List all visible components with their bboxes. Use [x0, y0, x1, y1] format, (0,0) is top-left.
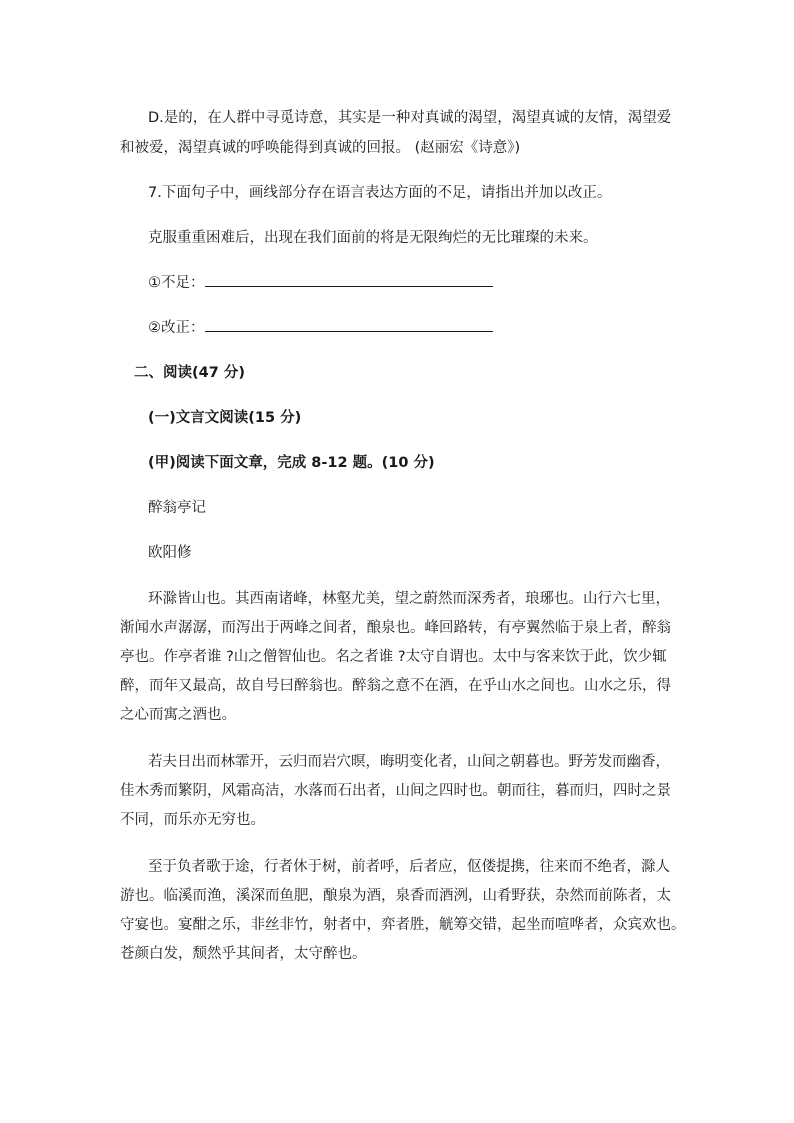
p2-line-3: 不同，而乐亦无穷也。 — [120, 812, 265, 828]
p1-line-3: 亭也。作亭者谁 ?山之僧智仙也。名之者谁 ?太守自谓也。太中与客来饮于此，饮少辄 — [120, 649, 667, 665]
passage-author: 欧阳修 — [148, 545, 192, 561]
p2-line-2: 佳木秀而繁阴，风霜高洁，水落而石出者，山间之四时也。朝而往，暮而归，四时之景 — [120, 783, 671, 799]
option-d-line-1: D.是的，在人群中寻觅诗意，其实是一种对真诚的渴望，渴望真诚的友情，渴望爱 — [148, 110, 672, 126]
p3-line-3: 守宴也。宴酣之乐，非丝非竹，射者中，弈者胜，觥筹交错，起坐而喧哗者，众宾欢也。 — [120, 917, 686, 933]
p1-line-5: 之心而寓之酒也。 — [120, 707, 236, 723]
p1-line-2: 渐闻水声潺潺，而泻出于两峰之间者，酿泉也。峰回路转，有亭翼然临于泉上者，醉翁 — [120, 620, 671, 636]
p1-line-1: 环滁皆山也。其西南诸峰，林壑尤美，望之蔚然而深秀者，琅琊也。山行六七里， — [148, 591, 670, 607]
passage-title: 醉翁亭记 — [148, 500, 206, 516]
p3-line-4: 苍颜白发，颓然乎其间者，太守醉也。 — [120, 946, 367, 962]
option-d-line-2: 和被爱，渴望真诚的呼唤能得到真诚的回报。 (赵丽宏《诗意》) — [120, 140, 521, 156]
question-7-prompt: 7.下面句子中，画线部分存在语言表达方面的不足，请指出并加以改正。 — [148, 185, 612, 201]
answer-1-row — [148, 272, 493, 294]
p2-line-1: 若夫日出而林霏开，云归而岩穴暝，晦明变化者，山间之朝暮也。野芳发而幽香， — [148, 754, 670, 770]
question-7-sentence: 克服重重困难后，出现在我们面前的将是无限绚烂的无比璀璨的未来。 — [148, 230, 598, 246]
answer-2-blank[interactable] — [205, 317, 493, 332]
answer-2-label: ②改正： — [148, 320, 205, 336]
sub-heading: (一)文言文阅读(15 分) — [148, 410, 302, 426]
p1-line-4: 醉，而年又最高，故自号曰醉翁也。醉翁之意不在酒，在乎山水之间也。山水之乐，得 — [120, 678, 671, 694]
section-heading: 二、阅读(47 分) — [134, 365, 245, 381]
instruction: (甲)阅读下面文章，完成 8-12 题。(10 分) — [148, 455, 435, 471]
answer-2-row — [148, 317, 493, 339]
p3-line-2: 游也。临溪而渔，溪深而鱼肥，酿泉为酒，泉香而酒洌，山肴野获，杂然而前陈者，太 — [120, 888, 671, 904]
answer-1-blank[interactable] — [205, 272, 493, 287]
answer-1-label: ①不足： — [148, 275, 205, 291]
p3-line-1: 至于负者歌于途，行者休于树，前者呼，后者应，伛偻提携，往来而不绝者，滁人 — [148, 859, 670, 875]
